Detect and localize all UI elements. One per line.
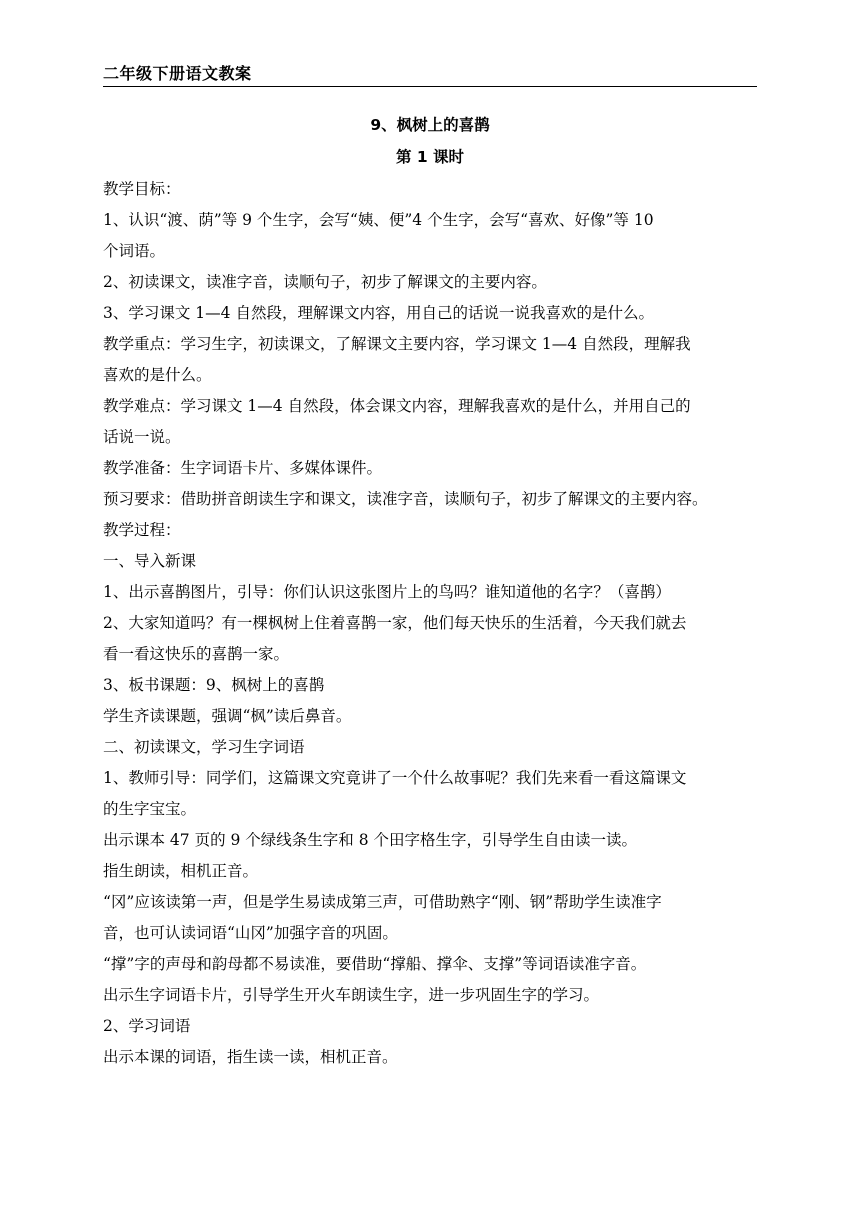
- body-line: 1、教师引导：同学们，这篇课文究竟讲了一个什么故事呢？我们先来看一看这篇课文: [103, 769, 687, 787]
- lesson-title: 9、枫树上的喜鹊: [370, 116, 490, 134]
- body-line: 出示本课的词语，指生读一读，相机正音。: [103, 1048, 398, 1066]
- lesson-period: 第 1 课时: [395, 148, 465, 166]
- body-line: 一、导入新课: [103, 552, 197, 570]
- header-title: 二年级下册语文教案: [103, 64, 252, 83]
- body-line: 话说一说。: [103, 428, 181, 446]
- body-line: “撑”字的声母和韵母都不易读准，要借助“撑船、撑伞、支撑”等词语读准字音。: [103, 955, 647, 973]
- body-line: 3、学习课文 1—4 自然段，理解课文内容，用自己的话说一说我喜欢的是什么。: [103, 304, 654, 322]
- body-line: 二、初读课文，学习生字词语: [103, 738, 305, 756]
- body-line: 出示生字词语卡片，引导学生开火车朗读生字，进一步巩固生字的学习。: [103, 986, 600, 1004]
- body-line: 教学过程：: [103, 521, 181, 539]
- body-line: 2、学习词语: [103, 1017, 191, 1035]
- body-line: 学生齐读课题，强调“枫”读后鼻音。: [103, 707, 352, 725]
- body-line: 出示课本 47 页的 9 个绿线条生字和 8 个田字格生字，引导学生自由读一读。: [103, 831, 638, 849]
- body-line: 指生朗读，相机正音。: [103, 862, 259, 880]
- lesson-body: [103, 174, 759, 1073]
- body-line: 喜欢的是什么。: [103, 366, 212, 384]
- body-line: 1、出示喜鹊图片，引导：你们认识这张图片上的鸟吗？谁知道他的名字？（喜鹊）: [103, 583, 671, 601]
- body-line: 看一看这快乐的喜鹊一家。: [103, 645, 290, 663]
- page-header: [103, 58, 757, 87]
- body-line: 2、大家知道吗？有一棵枫树上住着喜鹊一家，他们每天快乐的生活着，今天我们就去: [103, 614, 687, 632]
- body-line: 教学准备：生字词语卡片、多媒体课件。: [103, 459, 383, 477]
- body-line: 教学重点：学习生字，初读课文，了解课文主要内容，学习课文 1—4 自然段，理解我: [103, 335, 691, 353]
- body-line: “冈”应该读第一声，但是学生易读成第三声，可借助熟字“刚、钢”帮助学生读准字: [103, 893, 662, 911]
- body-line: 教学目标：: [103, 180, 181, 198]
- body-line: 预习要求：借助拼音朗读生字和课文，读准字音，读顺句子，初步了解课文的主要内容。: [103, 490, 708, 508]
- body-line: 2、初读课文，读准字音，读顺句子，初步了解课文的主要内容。: [103, 273, 547, 291]
- body-line: 1、认识“渡、荫”等 9 个生字，会写“姨、便”4 个生字，会写“喜欢、好像”等 10: [103, 211, 654, 229]
- body-line: 的生字宝宝。: [103, 800, 197, 818]
- body-line: 音，也可认读词语“山冈”加强字音的巩固。: [103, 924, 398, 942]
- body-line: 个词语。: [103, 242, 166, 260]
- body-line: 教学难点：学习课文 1—4 自然段，体会课文内容，理解我喜欢的是什么，并用自己的: [103, 397, 691, 415]
- body-line: 3、板书课题：9、枫树上的喜鹊: [103, 676, 325, 694]
